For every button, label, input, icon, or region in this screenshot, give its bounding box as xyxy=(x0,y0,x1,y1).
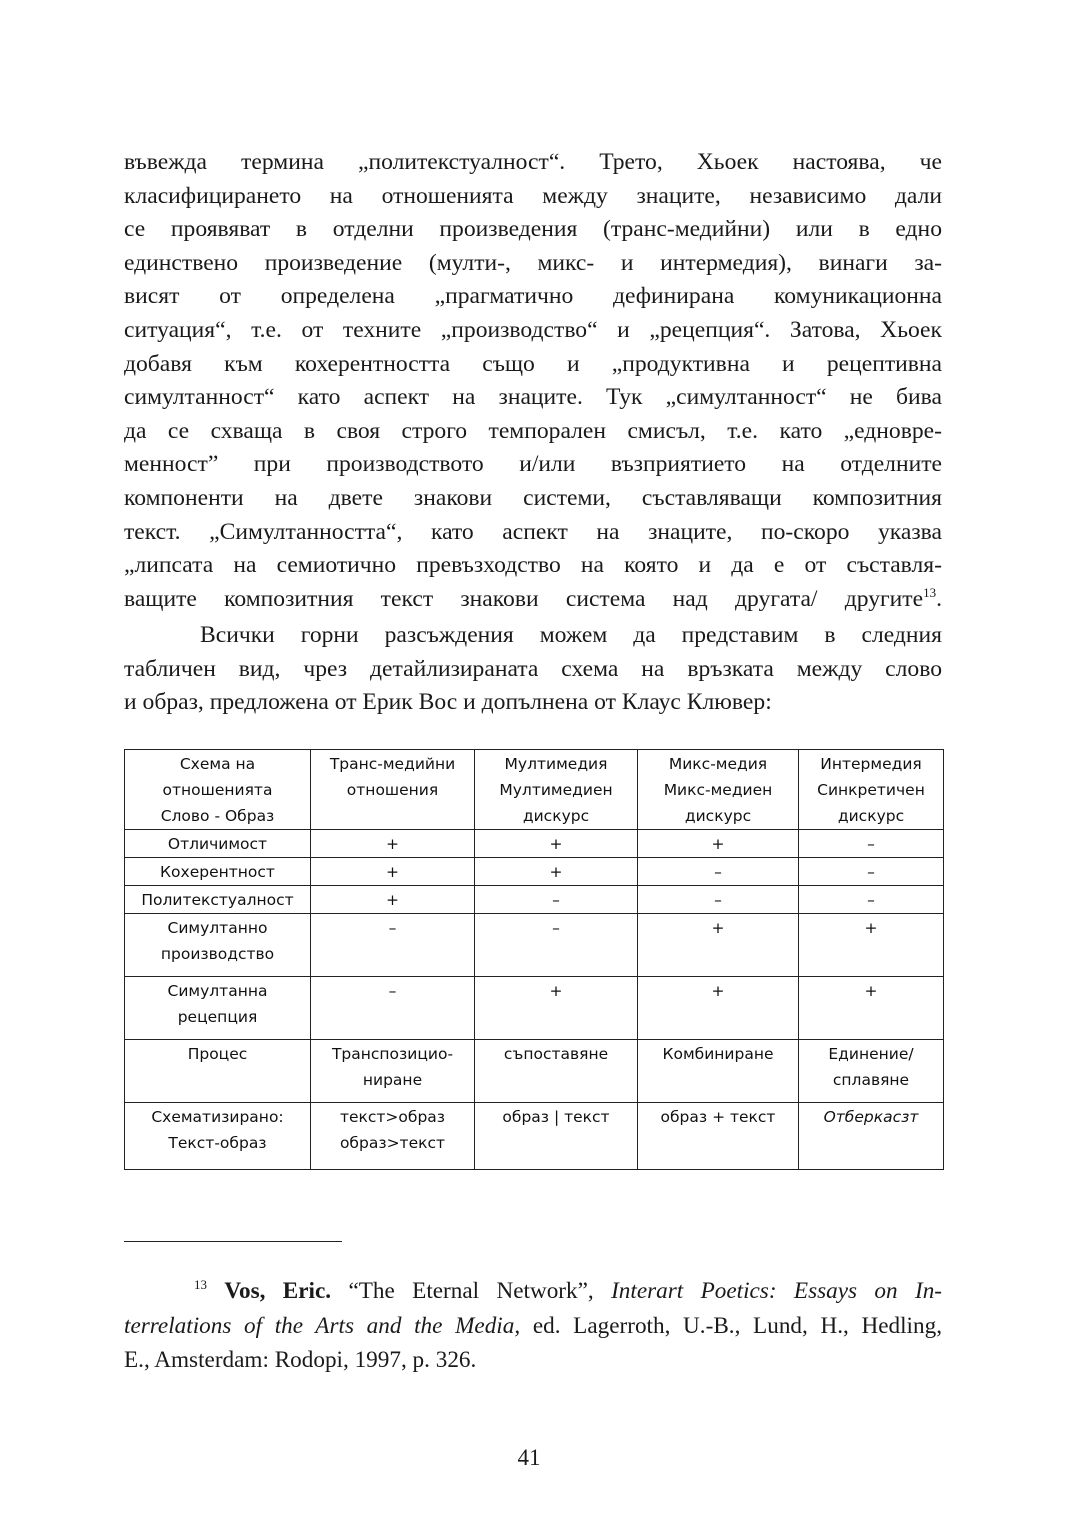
cell-text: дискурс xyxy=(837,807,905,825)
text-line: класифицирането на отношенията между знаците, независимо дали xyxy=(124,182,942,209)
text-line xyxy=(124,583,942,617)
row-label-cell xyxy=(125,914,311,977)
table-row xyxy=(125,886,944,914)
table-row xyxy=(125,858,944,886)
cell-text: Симултанна xyxy=(167,982,268,1000)
table-cell: – xyxy=(311,977,475,1040)
cell-text-italic: Отберкасзт xyxy=(823,1108,919,1126)
footnote-book-title: Interart Poetics: Essays on In- xyxy=(611,1278,943,1304)
sentence-end: . xyxy=(936,585,942,612)
table-cell: + xyxy=(311,830,475,858)
footnote-line: E., Amsterdam: Rodopi, 1997, p. 326. xyxy=(124,1347,477,1373)
row-label-cell xyxy=(125,858,311,886)
table-cell: – xyxy=(799,886,944,914)
text-line: Всички горни разсъждения можем да представим в следния xyxy=(200,622,942,648)
table-cell xyxy=(638,1040,799,1103)
cell-text: образ + текст xyxy=(660,1108,776,1126)
table-cell: + xyxy=(799,914,944,977)
table-row xyxy=(125,977,944,1040)
body-paragraph-1 xyxy=(124,146,942,616)
cell-text: образ>текст xyxy=(339,1134,446,1152)
cell-text: Политекстуалност xyxy=(141,891,294,909)
table-cell: – xyxy=(475,886,638,914)
header-cell xyxy=(311,750,475,830)
cell-text: Синкретичен xyxy=(817,781,925,799)
table-row xyxy=(125,1040,944,1103)
header-cell xyxy=(799,750,944,830)
cell-text: Процес xyxy=(187,1045,248,1063)
row-label-cell xyxy=(125,886,311,914)
cell-text: Текст-образ xyxy=(168,1134,267,1152)
table-cell: + xyxy=(799,977,944,1040)
row-label-cell xyxy=(125,977,311,1040)
table-cell: + xyxy=(311,886,475,914)
text-line: табличен вид, чрез детайлизираната схема на връзката между слово xyxy=(124,655,942,682)
row-label-cell xyxy=(125,1040,311,1103)
body-paragraph-2 xyxy=(124,619,942,720)
table-cell: – xyxy=(475,914,638,977)
word-image-scheme-table xyxy=(124,749,944,1170)
text-line: да се схваща в своя строго темпорален смисъл, т.е. като „едновре- xyxy=(124,417,942,444)
cell-text: Мултимедиен xyxy=(499,781,613,799)
cell-text: Единение/ xyxy=(828,1045,914,1063)
cell-text: дискурс xyxy=(684,807,752,825)
footnote-editors: ed. Lagerroth, U.-B., Lund, H., Hedling, xyxy=(520,1312,942,1339)
table-cell: – xyxy=(311,914,475,977)
table-cell: + xyxy=(638,914,799,977)
cell-text: съпоставяне xyxy=(503,1045,609,1063)
table-cell xyxy=(638,1103,799,1170)
table-header-row xyxy=(125,750,944,830)
cell-text: отношенията xyxy=(162,781,273,799)
row-label-cell xyxy=(125,830,311,858)
table-cell xyxy=(475,1103,638,1170)
table-cell xyxy=(311,1103,475,1170)
text-line: текст. „Симултанността“, като аспект на знаците, по-скоро указва xyxy=(124,518,942,545)
header-cell xyxy=(475,750,638,830)
footnote-separator xyxy=(124,1241,342,1242)
cell-text xyxy=(801,1104,941,1130)
cell-text: Схема на xyxy=(179,755,256,773)
cell-text: Кохерентност xyxy=(160,863,275,881)
text-line: менност” при производството и/или възприятието на отделните xyxy=(124,451,942,478)
footnote-line xyxy=(124,1274,942,1309)
table-cell: – xyxy=(799,858,944,886)
text-line: симултанност“ като аспект на знаците. Тук „симултанност“ не бива xyxy=(124,384,942,411)
cell-text: Симултанно xyxy=(167,919,268,937)
footnote-number: 13 xyxy=(194,1277,207,1292)
table-cell: + xyxy=(311,858,475,886)
table-cell xyxy=(311,1040,475,1103)
cell-text: Транс-медийни xyxy=(329,755,456,773)
text-line: компоненти на двете знакови системи, съставляващи композитния xyxy=(124,484,942,511)
text-line: и образ, предложена от Ерик Вос и допълнена от Клаус Клювер: xyxy=(124,689,772,716)
table-cell: + xyxy=(475,977,638,1040)
cell-text: отношения xyxy=(346,781,439,799)
cell-text: образ | текст xyxy=(502,1108,610,1126)
text-line: се проявяват в отделни произведения (транс-медийни) или в едно xyxy=(124,216,942,243)
text-line: единствено произведение (мулти-, микс- и интермедия), винаги за- xyxy=(124,249,942,276)
footnote-author: Vos, Eric. xyxy=(224,1278,332,1304)
footnote-article-title: “The Eternal Network”, xyxy=(331,1278,612,1304)
table-cell: + xyxy=(638,830,799,858)
table-cell xyxy=(799,1103,944,1170)
text-line: ситуация“, т.е. от техните „производство“ и „рецепция“. Затова, Хьоек xyxy=(124,316,942,343)
cell-text: Комбиниране xyxy=(662,1045,774,1063)
footnote xyxy=(124,1274,942,1378)
footnote-book-title: terrelations of the Arts and the Media, xyxy=(124,1312,521,1339)
cell-text: дискурс xyxy=(522,807,590,825)
text-line: добавя към кохерентността също и „продуктивна и рецептивна xyxy=(124,350,942,377)
page-number: 41 xyxy=(517,1445,541,1470)
table-row xyxy=(125,1103,944,1170)
footnote-reference[interactable]: 13 xyxy=(923,584,937,600)
header-cell xyxy=(125,750,311,830)
cell-text: Транспозицио- xyxy=(331,1045,454,1063)
cell-text: Микс-медиен xyxy=(663,781,773,799)
table-cell: – xyxy=(638,858,799,886)
table-cell: + xyxy=(475,830,638,858)
header-cell xyxy=(638,750,799,830)
cell-text: ниране xyxy=(362,1071,423,1089)
table-cell: – xyxy=(799,830,944,858)
cell-text: сплавяне xyxy=(832,1071,910,1089)
text-line: висят от определена „прагматично дефинирана комуникационна xyxy=(124,283,942,310)
text-line: „липсата на семиотично превъзходство на която и да е от съставля- xyxy=(124,552,942,579)
cell-text: Интермедия xyxy=(820,755,922,773)
table-cell: + xyxy=(638,977,799,1040)
cell-text: Слово - Образ xyxy=(160,807,275,825)
text-line-content: ващите композитния текст знакови система над другата/ другите xyxy=(124,585,924,612)
table-cell: – xyxy=(638,886,799,914)
cell-text: производство xyxy=(160,945,275,963)
table-cell xyxy=(799,1040,944,1103)
table-cell: + xyxy=(475,858,638,886)
cell-text: рецепция xyxy=(177,1008,258,1026)
table-cell xyxy=(475,1040,638,1103)
footnote-line xyxy=(124,1309,942,1344)
table-row xyxy=(125,914,944,977)
cell-text: Мултимедия xyxy=(504,755,608,773)
cell-text: Схематизирано: xyxy=(151,1108,284,1126)
table-row xyxy=(125,830,944,858)
row-label-cell xyxy=(125,1103,311,1170)
cell-text: Микс-медия xyxy=(668,755,768,773)
cell-text: текст>образ xyxy=(339,1108,446,1126)
text-line: въвежда термина „политекстуалност“. Трето, Хьоек настоява, че xyxy=(124,149,942,175)
cell-text: Отличимост xyxy=(167,835,268,853)
